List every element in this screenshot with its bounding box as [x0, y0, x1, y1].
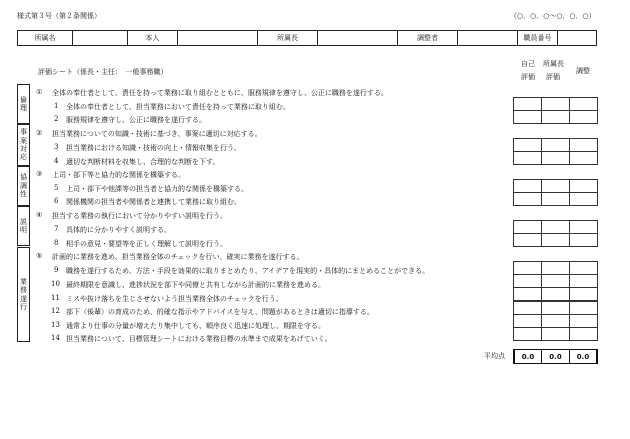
category-cooperation	[17, 166, 30, 206]
item-number: 7	[54, 225, 59, 233]
section-heading: 担当業務についての知識・技術に基づき、事案に適切に対応する。	[52, 130, 262, 138]
chief-label: 所属長	[258, 31, 318, 45]
category-char: 遂	[20, 294, 27, 303]
category-ethics	[17, 84, 30, 124]
header-table	[17, 30, 597, 46]
category-char: 行	[20, 302, 27, 311]
section-heading: 全体の奉仕者として、責任を持って業務に取り組むとともに、服務規律を遵守し、公正に職務を遂行する。	[52, 89, 388, 97]
score-adjust-6[interactable]	[569, 192, 598, 206]
average-chief: 0.0	[541, 349, 570, 364]
category-char: 性	[20, 190, 27, 199]
category-char: 説	[20, 217, 27, 226]
average-self: 0.0	[513, 349, 542, 364]
category-char: 理	[20, 104, 27, 112]
category-char: 対	[20, 145, 27, 153]
item-number: 14	[51, 334, 60, 342]
score-chief-9[interactable]	[541, 261, 570, 275]
score-self-6[interactable]	[513, 192, 542, 206]
form-number: 様式第３号（第２条関係）	[17, 12, 101, 20]
score-self-5[interactable]	[513, 179, 542, 193]
score-chief-6[interactable]	[541, 192, 570, 206]
score-self-1[interactable]	[513, 97, 542, 111]
score-self-10[interactable]	[513, 274, 542, 288]
evaluation-period: （○．○．○〜○．○．○）	[510, 12, 596, 20]
score-self-13[interactable]	[513, 314, 542, 328]
item-text: 上司・部下や他課等の担当者と協力的な関係を構築する。	[66, 185, 248, 193]
sheet-title: 評価シート（係長・主任： 一般事務職）	[38, 68, 168, 76]
average-label: 平均点	[484, 352, 505, 360]
score-adjust-9[interactable]	[569, 261, 598, 275]
category-char: 事	[20, 128, 27, 137]
item-number: 5	[54, 184, 59, 192]
score-adjust-11[interactable]	[569, 287, 598, 301]
score-self-7[interactable]	[513, 220, 542, 234]
score-adjust-10[interactable]	[569, 274, 598, 288]
item-text: 職務を遂行するため、方法・手段を効果的に取りまとめたり、アイデアを現実的・具体的にまとめることができる。	[66, 267, 430, 275]
category-char: 応	[20, 153, 27, 162]
item-text: 関係機関の担当者や関係者と連携して業務に取り組む。	[66, 198, 241, 206]
item-text: 全体の奉仕者として、担当業務において責任を持って業務に取り組む。	[66, 103, 290, 111]
category-char: 倫	[20, 95, 27, 104]
adjuster-label: 調整者	[398, 31, 458, 45]
self-value[interactable]	[178, 31, 258, 45]
self-label: 本人	[128, 31, 178, 45]
item-text: 通常より仕事の分量が増えたり集中しても、順序良く迅速に処理し、期限を守る。	[66, 322, 325, 330]
score-chief-7[interactable]	[541, 220, 570, 234]
dept-label: 所属名	[18, 31, 73, 45]
chief-value[interactable]	[318, 31, 398, 45]
section-heading: 計画的に業務を進め、担当業務全体のチェックを行い、確実に業務を遂行する。	[52, 253, 304, 261]
item-number: 6	[54, 197, 59, 205]
section-mark: ③	[36, 170, 43, 178]
score-adjust-12[interactable]	[569, 301, 598, 315]
item-text: 服務規律を遵守し、公正に職務を遂行する。	[66, 116, 206, 124]
score-chief-14[interactable]	[541, 327, 570, 341]
score-chief-11[interactable]	[541, 287, 570, 301]
item-number: 9	[54, 266, 59, 274]
average-adjust: 0.0	[569, 349, 598, 364]
item-number: 4	[54, 157, 59, 165]
category-explanation	[17, 206, 30, 246]
score-self-9[interactable]	[513, 261, 542, 275]
item-text: 部下（後輩）の育成のため、的確な指示やアドバイスを与え、問題があるときは適切に指導する。	[66, 308, 374, 316]
score-chief-5[interactable]	[541, 179, 570, 193]
score-self-3[interactable]	[513, 138, 542, 152]
col-chief-line1: 所属長	[543, 60, 564, 68]
item-text: 最終期限を意識し、進捗状況を部下や同僚と共有しながら計画的に業務を進める。	[66, 281, 325, 289]
staff-no-label: 職員番号	[518, 31, 558, 45]
category-execution	[17, 247, 30, 342]
score-chief-12[interactable]	[541, 301, 570, 315]
category-char: 務	[20, 286, 27, 295]
score-adjust-3[interactable]	[569, 138, 598, 152]
item-text: 適切な判断材料を収集し、合理的な判断を下す。	[66, 158, 220, 166]
item-number: 13	[51, 321, 60, 329]
score-chief-8[interactable]	[541, 233, 570, 247]
score-chief-1[interactable]	[541, 97, 570, 111]
score-self-14[interactable]	[513, 327, 542, 341]
item-text: 担当業務について、目標管理シートにおける業務目標の水準まで成果をあげていく。	[66, 335, 332, 343]
item-text: 相手の意見・要望等を正しく理解して説明を行う。	[66, 240, 227, 248]
col-chief-line2: 評価	[546, 73, 560, 81]
col-self-line1: 自己	[521, 60, 535, 68]
category-case-handling	[17, 124, 30, 166]
item-number: 3	[54, 143, 59, 151]
score-adjust-8[interactable]	[569, 233, 598, 247]
item-text: ミスや抜け落ちを生じさせないよう担当業務全体のチェックを行う。	[66, 295, 283, 303]
col-adjust: 調整	[576, 67, 590, 75]
score-self-4[interactable]	[513, 151, 542, 165]
score-chief-3[interactable]	[541, 138, 570, 152]
score-adjust-2[interactable]	[569, 110, 598, 124]
score-adjust-13[interactable]	[569, 314, 598, 328]
category-char: 明	[20, 226, 27, 234]
score-adjust-14[interactable]	[569, 327, 598, 341]
score-self-8[interactable]	[513, 233, 542, 247]
score-chief-4[interactable]	[541, 151, 570, 165]
section-mark: ②	[36, 129, 43, 137]
staff-no-value[interactable]	[558, 31, 596, 45]
score-self-2[interactable]	[513, 110, 542, 124]
item-number: 8	[54, 239, 59, 247]
item-number: 1	[54, 102, 59, 110]
score-adjust-7[interactable]	[569, 220, 598, 234]
score-chief-2[interactable]	[541, 110, 570, 124]
section-mark: ④	[36, 211, 43, 219]
adjuster-value[interactable]	[458, 31, 518, 45]
score-chief-13[interactable]	[541, 314, 570, 328]
category-char: 調	[20, 181, 27, 190]
score-self-12[interactable]	[513, 301, 542, 315]
section-heading: 上司・部下等と協力的な関係を構築する。	[52, 171, 185, 179]
item-text: 担当業務における知識・技術の向上・情報収集を行う。	[66, 144, 241, 152]
item-number: 10	[51, 280, 60, 288]
category-char: 協	[20, 173, 27, 182]
section-heading: 担当する業務の執行において分かりやすい説明を行う。	[52, 212, 227, 220]
category-char: 案	[20, 136, 27, 145]
score-adjust-1[interactable]	[569, 97, 598, 111]
item-number: 11	[51, 294, 60, 302]
item-text: 具体的に分かりやすく説明する。	[66, 226, 171, 234]
category-char: 業	[20, 277, 27, 286]
item-number: 2	[54, 115, 59, 123]
col-self-line2: 評価	[521, 73, 535, 81]
section-mark: ⑤	[36, 252, 43, 260]
item-number: 12	[51, 307, 60, 315]
section-mark: ①	[36, 88, 43, 96]
score-chief-10[interactable]	[541, 274, 570, 288]
score-adjust-4[interactable]	[569, 151, 598, 165]
dept-value[interactable]	[73, 31, 128, 45]
score-adjust-5[interactable]	[569, 179, 598, 193]
score-self-11[interactable]	[513, 287, 542, 301]
